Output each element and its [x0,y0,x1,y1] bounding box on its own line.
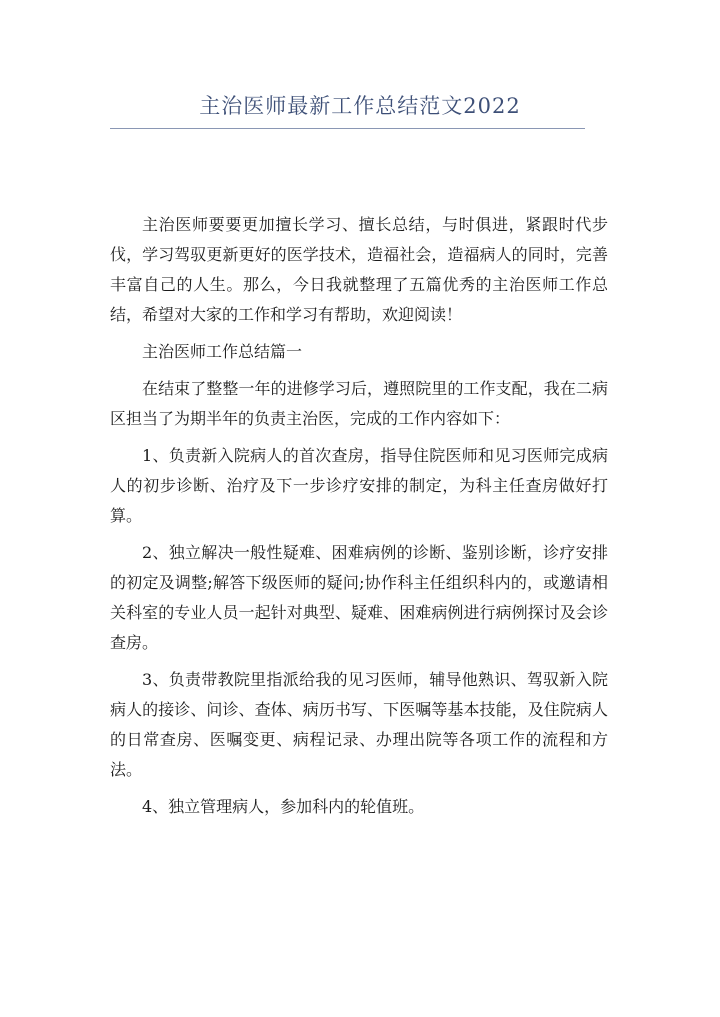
opening-paragraph: 在结束了整整一年的进修学习后，遵照院里的工作支配，我在二病区担当了为期半年的负责主治医，完成的工作内容如下： [110,379,608,428]
list-item-2: 2、独立解决一般性疑难、困难病例的诊断、鉴别诊断，诊疗安排的初定及调整;解答下级医师的疑问;协作科主任组织科内的，或邀请相关科室的专业人员一起针对典型、疑难、困难病例进行病例探讨及会诊查房。 [110,543,608,652]
document-title: 主治医师最新工作总结范文2022 [199,94,521,118]
intro-paragraph: 主治医师要要更加擅长学习、擅长总结，与时俱进，紧跟时代步伐，学习驾驭更新更好的医学技术，造福社会，造福病人的同时，完善丰富自己的人生。那么，今日我就整理了五篇优秀的主治医师工作总结，希望对大家的工作和学习有帮助，欢迎阅读！ [110,215,608,324]
list-item-1: 1、负责新入院病人的首次查房，指导住院医师和见习医师完成病人的初步诊断、治疗及下一步诊疗安排的制定，为科主任查房做好打算。 [110,446,608,525]
document-body [110,210,608,829]
list-item-3: 3、负责带教院里指派给我的见习医师，辅导他熟识、驾驭新入院病人的接诊、问诊、查体、病历书写、下医嘱等基本技能，及住院病人的日常查房、医嘱变更、病程记录、办理出院等各项工作的流程和方法。 [110,670,608,779]
list-item-4: 4、独立管理病人，参加科内的轮值班。 [142,797,425,816]
title-underline [110,128,585,129]
section-heading: 主治医师工作总结篇一 [142,342,303,361]
